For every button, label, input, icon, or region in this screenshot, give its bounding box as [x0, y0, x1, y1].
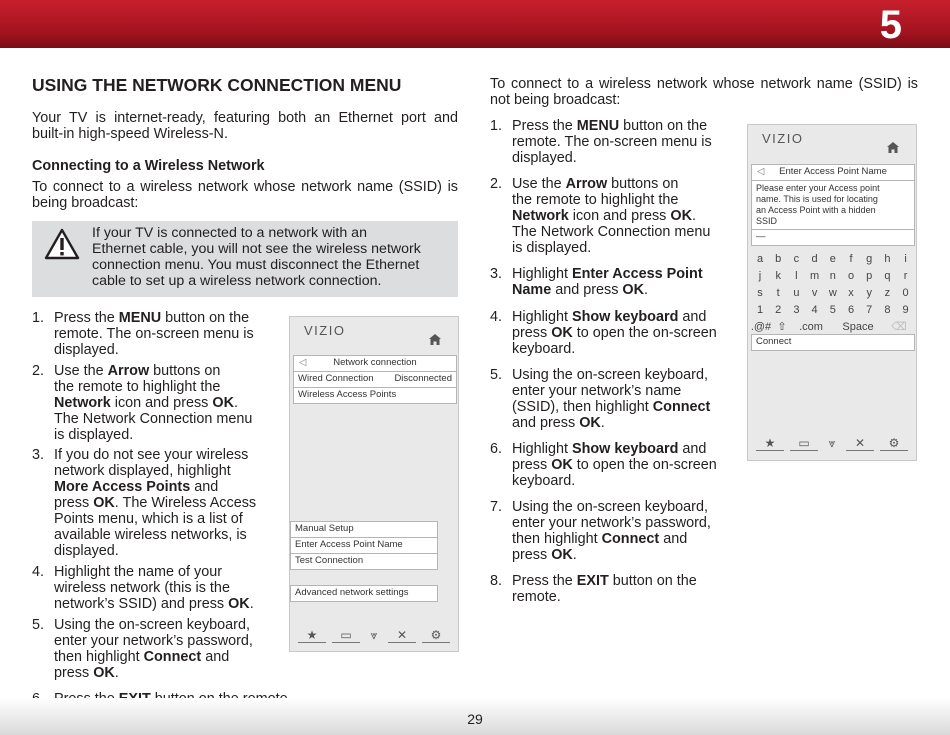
warning-line-3: connection menu. You must disconnect the Ethernet	[92, 257, 420, 273]
key-a[interactable]: a	[756, 253, 764, 265]
key-w[interactable]: w	[828, 287, 837, 299]
step-text: Press the	[512, 573, 577, 589]
gear-icon[interactable]: ⚙	[422, 629, 450, 643]
step-bold-text: More Access Points	[54, 479, 191, 495]
menu-item-wired[interactable]	[293, 371, 457, 388]
key-c[interactable]: c	[793, 253, 800, 265]
step-text: Points menu, which is a list of	[54, 511, 243, 527]
step-text: remote. The on-screen menu is	[512, 134, 712, 150]
tv-screen-network-connection	[289, 316, 459, 652]
key-q[interactable]: q	[884, 270, 891, 282]
step-line	[54, 596, 254, 612]
key-z[interactable]: z	[884, 287, 891, 299]
star-icon[interactable]: ★	[298, 629, 326, 643]
step-text: Using the on-screen keyboard,	[512, 367, 708, 383]
step-text: press	[54, 665, 94, 681]
step-text: keyboard.	[512, 341, 576, 357]
description-box	[751, 180, 915, 230]
shift-icon[interactable]: ⇧	[777, 321, 787, 333]
step-number: 5.	[490, 367, 503, 383]
connect-button[interactable]: Connect	[751, 334, 915, 351]
step-text: then highlight	[512, 531, 602, 547]
step-line	[54, 447, 248, 463]
step-text: is displayed.	[54, 427, 134, 443]
desc-line: SSID	[756, 216, 778, 226]
step-line	[54, 363, 220, 379]
step-text: remote.	[512, 589, 561, 605]
key-symbols[interactable]: .@#	[750, 321, 772, 333]
step-line	[54, 511, 243, 527]
warning-line-1: If your TV is connected to a network with an	[92, 225, 367, 241]
intro-line-1: Your TV is internet-ready, featuring both an Ethernet port and	[32, 110, 458, 126]
step-bold-text: Arrow	[565, 176, 608, 192]
star-icon[interactable]: ★	[756, 437, 784, 451]
step-number: 2.	[490, 176, 503, 192]
step-bold-text: EXIT	[576, 573, 609, 589]
tv-screen-enter-access-point	[747, 124, 917, 461]
step-bold-text: Connect	[143, 649, 202, 665]
menu-item-enter-access-point[interactable]: Enter Access Point Name	[290, 537, 438, 554]
step-text: .	[572, 547, 577, 563]
close-icon[interactable]: ✕	[846, 437, 874, 451]
step-bold-text: Network	[54, 395, 111, 411]
step-text: The Network Connection menu	[512, 224, 711, 240]
step-line	[54, 665, 119, 681]
menu-item-manual-setup[interactable]: Manual Setup	[290, 521, 438, 538]
step-bold-text: OK	[579, 415, 601, 431]
menu-item-wireless-access-points[interactable]: Wireless Access Points	[293, 387, 457, 404]
step-bold-text: Connect	[652, 399, 711, 415]
intro-line-2: built-in high-speed Wireless-N.	[32, 126, 228, 142]
step-line	[54, 649, 229, 665]
step-line	[512, 499, 708, 515]
key-l[interactable]: l	[795, 270, 798, 282]
sub-line-2: being broadcast:	[32, 195, 139, 211]
tv-bottom-icons	[756, 437, 912, 451]
key-1[interactable]: 1	[756, 304, 764, 316]
gear-icon[interactable]: ⚙	[880, 437, 908, 451]
menu-item-advanced-settings[interactable]: Advanced network settings	[290, 585, 438, 602]
step-line	[54, 411, 252, 427]
step-text: icon and press	[568, 208, 671, 224]
step-bold-text: OK	[551, 457, 573, 473]
step-text: and press	[551, 282, 623, 298]
step-number: 6.	[490, 441, 503, 457]
step-text: Using the on-screen keyboard,	[54, 617, 250, 633]
key-9[interactable]: 9	[902, 304, 909, 316]
step-line	[512, 224, 710, 240]
step-bold-text: OK	[551, 325, 573, 341]
step-bold-text: Arrow	[107, 363, 150, 379]
step-line	[54, 633, 253, 649]
wired-label: Wired Connection	[298, 373, 374, 384]
step-bold-text: OK	[93, 665, 115, 681]
key-3[interactable]: 3	[793, 304, 800, 316]
step-text: and	[659, 531, 688, 547]
step-line	[512, 399, 710, 415]
step-text: remote. The on-screen menu is	[54, 326, 254, 342]
vizio-logo: VIZIO	[762, 131, 804, 146]
step-text: buttons on	[149, 363, 221, 379]
step-text: buttons on	[607, 176, 679, 192]
key-d[interactable]: d	[811, 253, 818, 265]
step-text: wireless network (this is the	[54, 580, 230, 596]
step-bold-text: Network	[512, 208, 569, 224]
step-line	[512, 473, 575, 489]
step-line	[512, 282, 648, 298]
menu-title: Network connection	[333, 357, 417, 368]
step-line	[54, 617, 250, 633]
step-text: and	[678, 309, 707, 325]
step-number: 1.	[32, 310, 45, 326]
step-text: and press	[512, 415, 580, 431]
step-text: and	[678, 441, 707, 457]
step-text: enter your network’s password,	[54, 633, 253, 649]
step-text: enter your network’s password,	[512, 515, 711, 531]
key-x[interactable]: x	[848, 287, 854, 299]
close-icon[interactable]: ✕	[388, 629, 416, 643]
step-text: Highlight	[512, 441, 572, 457]
wired-status: Disconnected	[394, 373, 452, 384]
desc-line: Please enter your Access point	[756, 183, 880, 193]
key-j[interactable]: j	[758, 270, 762, 282]
step-text: .	[233, 395, 238, 411]
warning-line-4: cable to set up a wireless network connection.	[92, 273, 382, 289]
key-v[interactable]: v	[811, 287, 818, 299]
step-text: press	[512, 457, 552, 473]
step-text: .	[691, 208, 696, 224]
step-text: and	[190, 479, 219, 495]
step-line	[512, 176, 678, 192]
step-line	[54, 342, 119, 358]
step-text: enter your network’s name	[512, 383, 682, 399]
step-text: .	[114, 665, 119, 681]
vizio-v-icon[interactable]: ⩔	[828, 436, 836, 450]
step-line	[512, 515, 711, 531]
widget-icon[interactable]: ▭	[332, 629, 360, 643]
step-text: available wireless networks, is	[54, 527, 247, 543]
key-4[interactable]: 4	[811, 304, 818, 316]
key-r[interactable]: r	[903, 270, 908, 282]
page-number: 29	[467, 711, 483, 727]
step-line	[54, 495, 256, 511]
right-intro-line-1: To connect to a wireless network whose network name (SSID) is	[490, 76, 918, 92]
key-i[interactable]: i	[904, 253, 907, 265]
warning-line-2: Ethernet cable, you will not see the wireless network	[92, 241, 421, 257]
onscreen-keyboard	[751, 251, 915, 333]
step-line	[54, 564, 222, 580]
step-line	[512, 134, 712, 150]
step-text: Use the	[54, 363, 108, 379]
step-number: 7.	[490, 499, 503, 515]
step-text: press	[512, 325, 552, 341]
step-text: displayed.	[512, 150, 577, 166]
step-bold-text: Enter Access Point	[572, 266, 703, 282]
step-text: displayed.	[54, 342, 119, 358]
home-icon[interactable]	[887, 142, 899, 153]
step-text: to open the on-screen	[572, 325, 717, 341]
step-text: .	[249, 596, 254, 612]
step-line	[54, 527, 247, 543]
step-line	[512, 547, 577, 563]
back-arrow-icon[interactable]: ◁	[299, 357, 307, 368]
step-text: keyboard.	[512, 473, 576, 489]
step-text: Highlight	[512, 309, 572, 325]
step-text: Press the	[512, 118, 577, 134]
step-line	[54, 580, 230, 596]
step-line	[54, 379, 220, 395]
menu-title-row	[751, 164, 915, 181]
step-text: button on the	[161, 310, 250, 326]
key-t[interactable]: t	[776, 287, 780, 299]
key-2[interactable]: 2	[775, 304, 782, 316]
key-space[interactable]: Space	[842, 321, 874, 333]
step-line	[54, 543, 119, 559]
step-line	[54, 326, 254, 342]
section-title: USING THE NETWORK CONNECTION MENU	[32, 75, 402, 95]
step-line	[512, 573, 697, 589]
step-text: Use the	[512, 176, 566, 192]
key-h[interactable]: h	[884, 253, 891, 265]
step-number: 4.	[32, 564, 45, 580]
step-line	[512, 192, 678, 208]
step-line	[54, 310, 249, 326]
step-bold-text: OK	[93, 495, 115, 511]
step-bold-text: OK	[212, 395, 234, 411]
step-number: 1.	[490, 118, 503, 134]
vizio-logo: VIZIO	[304, 323, 346, 338]
key-y[interactable]: y	[866, 287, 872, 299]
step-text: .	[644, 282, 648, 298]
step-number: 2.	[32, 363, 45, 379]
step-number: 8.	[490, 573, 503, 589]
step-line	[512, 150, 577, 166]
step-text: icon and press	[110, 395, 213, 411]
vizio-v-icon[interactable]: ⩔	[370, 628, 378, 642]
widget-icon[interactable]: ▭	[790, 437, 818, 451]
step-text: . The Wireless Access	[114, 495, 257, 511]
step-line	[512, 341, 575, 357]
step-bold-text: Show keyboard	[572, 441, 679, 457]
step-bold-text: MENU	[118, 310, 162, 326]
step-bold-text: MENU	[576, 118, 620, 134]
step-text: Highlight the name of your	[54, 564, 222, 580]
step-line	[512, 441, 706, 457]
step-text: network’s SSID) and press	[54, 596, 229, 612]
key-g[interactable]: g	[866, 253, 873, 265]
menu-title-row	[293, 355, 457, 372]
key-7[interactable]: 7	[866, 304, 873, 316]
step-line	[54, 479, 218, 495]
key-k[interactable]: k	[775, 270, 781, 282]
step-text: Highlight	[512, 266, 572, 282]
home-icon[interactable]	[429, 334, 441, 345]
key-m[interactable]: m	[810, 270, 820, 282]
key-n[interactable]: n	[829, 270, 836, 282]
step-line	[512, 589, 561, 605]
step-text: network displayed, highlight	[54, 463, 231, 479]
step-text: If you do not see your wireless	[54, 447, 249, 463]
step-line	[512, 118, 707, 134]
step-line	[512, 309, 706, 325]
header-bar	[0, 0, 950, 48]
step-number: 4.	[490, 309, 503, 325]
step-text: the remote to highlight the	[512, 192, 679, 208]
step-bold-text: OK	[670, 208, 692, 224]
key-e[interactable]: e	[829, 253, 836, 265]
step-bold-text: OK	[551, 547, 573, 563]
key-b[interactable]: b	[775, 253, 782, 265]
chapter-number: 5	[879, 3, 902, 47]
step-line	[512, 531, 687, 547]
step-line	[512, 457, 717, 473]
desc-line: name. This is used for locating	[756, 194, 878, 204]
step-line	[54, 463, 231, 479]
step-number: 3.	[32, 447, 45, 463]
step-text: is displayed.	[512, 240, 592, 256]
back-arrow-icon[interactable]: ◁	[757, 166, 765, 177]
desc-line: an Access Point with a hidden	[756, 205, 876, 215]
step-bold-text: Name	[512, 282, 552, 298]
key-f[interactable]: f	[849, 253, 853, 265]
key-8[interactable]: 8	[884, 304, 891, 316]
menu-item-test-connection[interactable]: Test Connection	[290, 553, 438, 570]
step-bold-text: Connect	[601, 531, 660, 547]
key-u[interactable]: u	[793, 287, 800, 299]
step-line	[512, 415, 605, 431]
step-text: and	[201, 649, 230, 665]
step-text: .	[600, 415, 605, 431]
step-line	[512, 240, 591, 256]
key-s[interactable]: s	[757, 287, 763, 299]
key-5[interactable]: 5	[829, 304, 836, 316]
step-text: to open the on-screen	[572, 457, 717, 473]
step-bold-text: Show keyboard	[572, 309, 679, 325]
step-text: The Network Connection menu	[54, 411, 253, 427]
step-line	[512, 266, 703, 282]
tv-bottom-icons	[298, 629, 454, 643]
step-line	[512, 325, 717, 341]
warning-icon	[44, 228, 80, 260]
right-intro-line-2: not being broadcast:	[490, 92, 621, 108]
step-text: press	[512, 547, 552, 563]
key-dotcom[interactable]: .com	[799, 321, 823, 333]
step-text: (SSID), then highlight	[512, 399, 653, 415]
key-o[interactable]: o	[847, 270, 855, 282]
step-text: then highlight	[54, 649, 144, 665]
step-text: press	[54, 495, 94, 511]
step-bold-text: OK	[228, 596, 250, 612]
key-p[interactable]: p	[866, 270, 873, 282]
key-0[interactable]: 0	[902, 287, 909, 299]
step-line	[512, 208, 696, 224]
step-line	[54, 395, 238, 411]
step-bold-text: OK	[622, 282, 644, 298]
step-line	[512, 383, 681, 399]
step-text: Press the	[54, 310, 119, 326]
key-6[interactable]: 6	[847, 304, 855, 316]
subheading: Connecting to a Wireless Network	[32, 158, 265, 174]
menu-title: Enter Access Point Name	[779, 166, 887, 177]
step-text: button on the	[619, 118, 708, 134]
step-number: 3.	[490, 266, 503, 282]
step-line	[512, 367, 708, 383]
step-text: button on the	[608, 573, 697, 589]
step-line	[54, 427, 133, 443]
step-text: the remote to highlight the	[54, 379, 221, 395]
step-text: displayed.	[54, 543, 119, 559]
sub-line-1: To connect to a wireless network whose network name (SSID) is	[32, 179, 458, 195]
step-number: 5.	[32, 617, 45, 633]
ssid-input[interactable]: —	[751, 229, 915, 246]
step-text: Using the on-screen keyboard,	[512, 499, 708, 515]
backspace-icon[interactable]: ⌫	[891, 321, 907, 333]
